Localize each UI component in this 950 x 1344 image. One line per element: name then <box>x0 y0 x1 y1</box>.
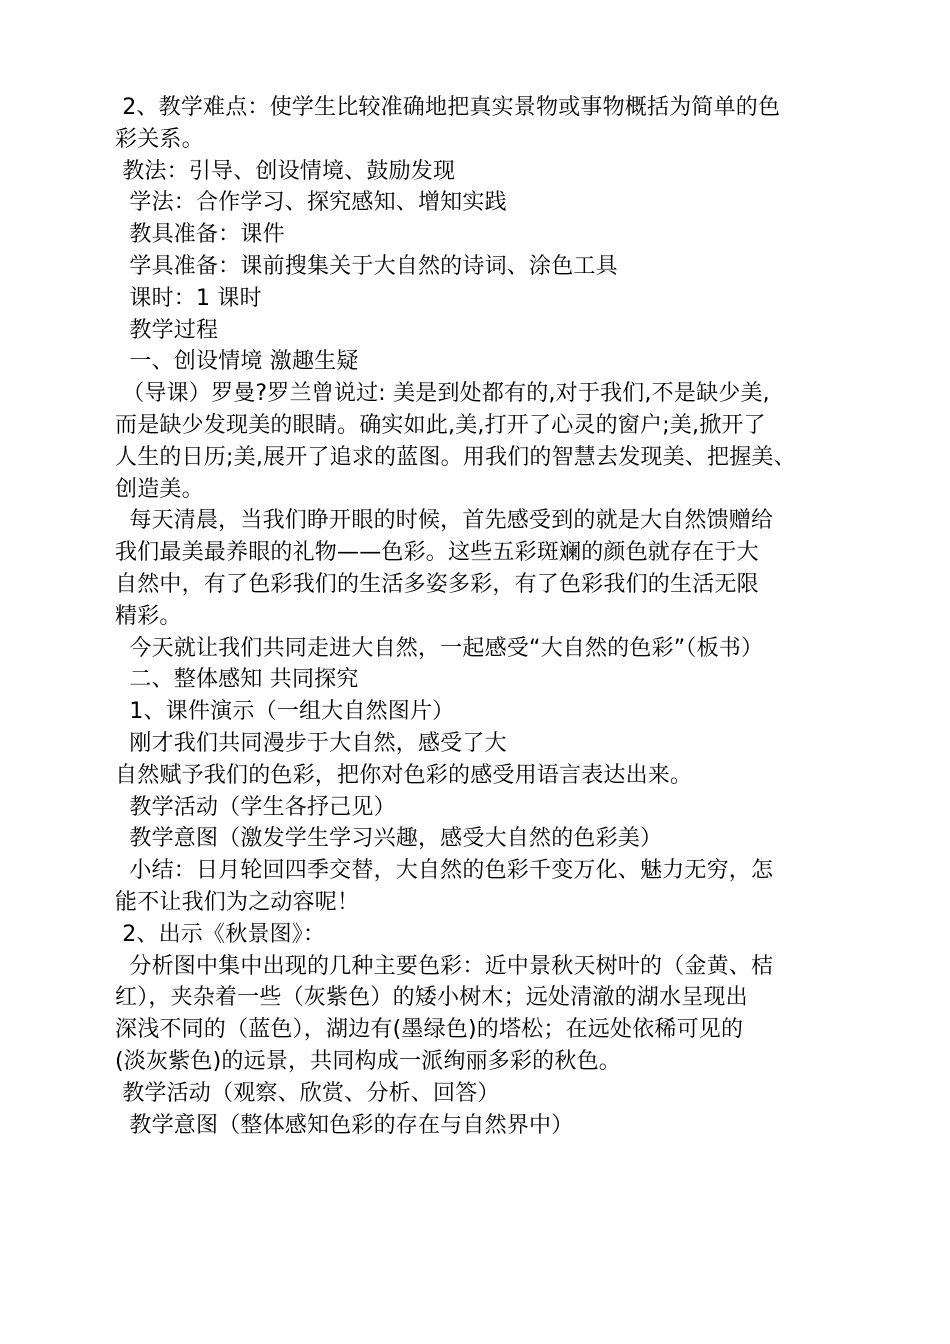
text-line: 彩关系。 <box>115 126 204 152</box>
text-line: 创造美。 <box>115 476 204 502</box>
text-line: 能不让我们为之动容呢！ <box>115 889 360 915</box>
text-line: 教学活动（学生各抒己见） <box>115 794 396 820</box>
text-line: 自然赋予我们的色彩，把你对色彩的感受用语言表达出来。 <box>115 762 693 788</box>
text-line: 自然中，有了色彩我们的生活多姿多彩，有了色彩我们的生活无限 <box>115 571 759 597</box>
text-line: 精彩。 <box>115 603 182 629</box>
text-line: 二、整体感知 共同探究 <box>115 667 359 693</box>
text-line: 每天清晨，当我们睁开眼的时候，首先感受到的就是大自然馈赠给 <box>115 508 774 534</box>
text-line: 教学过程 <box>115 317 219 343</box>
text-line: 今天就让我们共同走进大自然，一起感受“大自然的色彩”（板书） <box>115 635 764 661</box>
text-line: 学具准备：课前搜集关于大自然的诗词、涂色工具 <box>115 253 618 279</box>
text-line: 课时：1 课时 <box>115 285 262 311</box>
text-line: 教学活动（观察、欣赏、分析、回答） <box>115 1080 500 1106</box>
text-line: 2、教学难点：使学生比较准确地把真实景物或事物概括为简单的色 <box>115 95 781 120</box>
text-line: 而是缺少发现美的眼睛。确实如此,美,打开了心灵的窗户;美,掀开了 <box>115 412 766 438</box>
text-line: 我们最美最养眼的礼物——色彩。这些五彩斑斓的颜色就存在于大 <box>115 540 759 566</box>
text-line: 教法：引导、创设情境、鼓励发现 <box>115 158 456 184</box>
text-line: 1、课件演示（一组大自然图片） <box>115 699 455 725</box>
text-line: 一、创设情境 激趣生疑 <box>115 349 359 375</box>
text-line: 教学意图（激发学生学习兴趣，感受大自然的色彩美） <box>115 826 663 852</box>
body-text <box>115 92 840 1141</box>
text-line: 小结：日月轮回四季交替，大自然的色彩千变万化、魅力无穷，怎 <box>115 858 774 884</box>
text-line: （导课）罗曼?罗兰曾说过: 美是到处都有的,对于我们,不是缺少美, <box>115 381 770 407</box>
text-line: 刚才我们共同漫步于大自然，感受了大 <box>115 730 507 756</box>
text-line: (淡灰紫色)的远景，共同构成一派绚丽多彩的秋色。 <box>115 1048 621 1074</box>
text-line: 红），夹杂着一些（灰紫色）的矮小树木；远处清澈的湖水呈现出 <box>115 985 748 1011</box>
text-line: 教学意图（整体感知色彩的存在与自然界中） <box>115 1112 574 1138</box>
text-line: 深浅不同的（蓝色），湖边有(墨绿色)的塔松；在远处依稀可见的 <box>115 1017 744 1043</box>
text-line: 教具准备：课件 <box>115 222 285 248</box>
text-line: 学法：合作学习、探究感知、增知实践 <box>115 190 507 216</box>
text-line: 2、出示《秋景图》： <box>115 921 326 947</box>
text-line: 人生的日历;美,展开了追求的蓝图。用我们的智慧去发现美、把握美、 <box>115 444 796 470</box>
text-line: 分析图中集中出现的几种主要色彩：近中景秋天树叶的（金黄、桔 <box>115 953 774 979</box>
